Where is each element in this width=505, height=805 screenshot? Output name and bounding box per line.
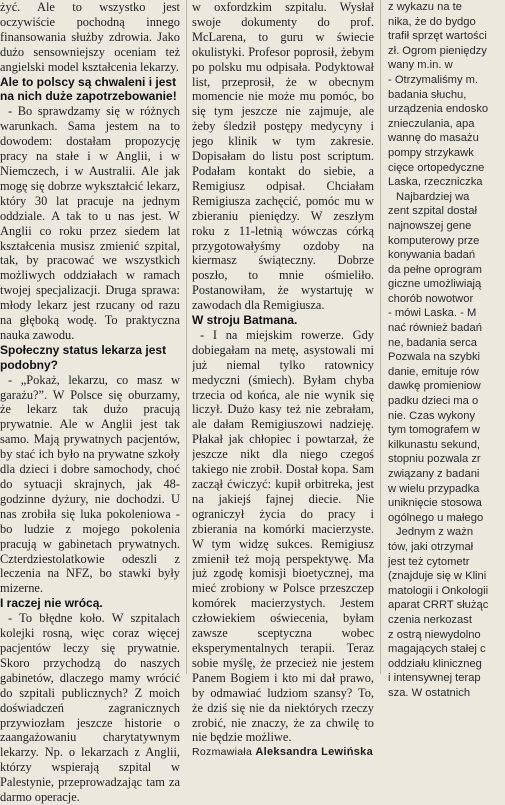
truncated-text-line: matologii i Onkologii <box>388 584 489 597</box>
truncated-text-line: Jednym z ważn <box>396 526 474 539</box>
truncated-text-line: padku dzieci ma o <box>388 395 479 408</box>
byline <box>192 745 374 760</box>
column-divider <box>380 0 381 674</box>
truncated-text-line: i intensywnej terap <box>388 672 481 685</box>
body-paragraph: - I na miejskim rowerze. Gdy dobiegałam na metę, asystowali mi już niemal tylko ratownicy medyczni (śmiech). Byłam chyba trzecia od końca, ale nie wynik się liczył. Dużo kasy też nie zebrałam, ale dałam Remigiuszowi nadzieję. Płakał jak chłopiec i powtarzał, że jeszcze nikt dla niego czegoś takiego nie zrobił. Dostał kopa. Sam zaczął ćwiczyć: kupił orbitreka, jest na jakiejś fajnej diecie. Nie ograniczył życia do pracy i zbierania na komórki macierzyste. W tym widzę sukces. Remigiusz zmienił też moją perspektywę. Ma już zgodę komisji bioetycznej, ma mieć zrobiony w Polsce przeszczep komórek macierzystych. Jestem człowiekiem oświecenia, byłam zawsze sceptyczna wobec eksperymentalnych terapii. Teraz sobie myślę, że przecież nie jestem Panem Bogiem i kto mi dał prawo, by odmawiać ludziom szansy? To, że dziś się nie da niektórych rzeczy zrobić, nie znaczy, że za chwilę to nie będzie możliwe. <box>192 327 374 745</box>
truncated-text-line: z ostrą niewydolno <box>388 628 481 641</box>
body-paragraph: żyć. Ale to wszystko jest oczywiście pochodną innego finansowania służby zdrowia. Jako dużo sensowniejszy oceniam też angielski model kształcenia lekarzy. <box>0 0 180 74</box>
truncated-text-line: danie, emituje rów <box>388 365 479 378</box>
body-paragraph: - Bo sprawdzamy się w różnych warunkach. Sama jestem na to dowodem: dostałam propozycję pracy na stałe i w Anglii, i w Niemczech, i w Australii. Ale jak mogę się dobrze wykształcić lekarz, który 30 lat pracuje na jednym oddziale. A tak to u nas jest. W Anglii co roku przez siedem lat kształcenia musisz zmienić szpital, tak, by pracować we wszystkich możliwych oddziałach w ramach twojej specjalizacji. Druga sprawa: młody lekarz jest rzucany od razu na głęboką wodę. To praktyczna nauka zawodu. <box>0 104 180 342</box>
truncated-text-line: komputerowy prze <box>388 234 480 247</box>
truncated-text-line: nać również badań <box>388 322 482 335</box>
truncated-text-line: z wykazu na te <box>388 1 462 13</box>
truncated-text-line: cięce ortopedyczne <box>388 161 485 174</box>
article-column-middle <box>192 0 374 760</box>
truncated-text-line: konywania badań <box>388 249 476 262</box>
truncated-text-line: związany z badani <box>388 468 480 480</box>
truncated-text-line: zł. Ogrom pieniędzy <box>388 44 487 57</box>
truncated-text-line: wannę do masażu <box>388 132 479 145</box>
truncated-text-line: ogólnego u małego <box>388 511 484 524</box>
truncated-text-line: zent szpital dostał <box>388 205 477 218</box>
truncated-text-line: w wielu przypadka <box>388 482 480 495</box>
truncated-text-line: da pełne oprogram <box>388 263 482 276</box>
truncated-text-line: dawkę promieniow <box>388 380 481 393</box>
truncated-text-line: tów, jaki otrzymał <box>388 540 474 553</box>
truncated-text-line: Pozwala na szybki <box>388 351 481 364</box>
truncated-text-line: chorób nowotwor <box>388 292 474 305</box>
truncated-text-line: stopniu pozwala zr <box>388 453 481 466</box>
truncated-text-line: Najbardziej wa <box>396 190 470 203</box>
truncated-text-line: nie. Czas wykony <box>388 409 476 422</box>
column-divider <box>186 0 187 674</box>
truncated-text-line: znieczulania, apa <box>388 117 475 130</box>
truncated-text-line: badania słuchu, <box>388 88 467 101</box>
truncated-text-line: wany m.in. w <box>388 59 453 72</box>
truncated-text-line: czenia nerkozast <box>388 613 472 626</box>
truncated-text-line: magających stałej c <box>388 643 486 656</box>
truncated-text-line: oddziału kliniczneg <box>388 657 482 670</box>
interview-question: I raczej nie wrócą. <box>0 596 103 611</box>
truncated-text-line: aparat CRRT służąc <box>388 599 489 612</box>
truncated-text-line: Laska, rzeczniczka <box>388 176 483 189</box>
truncated-text-line: trafił sprzęt wartości <box>388 30 487 43</box>
body-paragraph: w oxfordzkim szpitalu. Wysłał swoje dokumenty do prof. McLarena, to guru w świecie okulistyki. Profesor poprosił, żebym po polsku mu odpisała. Podyktował list, przeprosił, że w obecnym momencie nie może mu pomóc, bo się tym jeszcze nie zajmuje, ale żeby śledził postępy medycyny i jego klinik w tym zakresie. Dopisałam do listu post scriptum. Podałam kontakt do siebie, a Remigiusz odpisał. Chciałam Remigiusza zachęcić, pomóc mu w zbieraniu pieniędzy. W zeszłym roku z 11-letnią wówczas córką przygotowałyśmy ozdoby na kiermasz świąteczny. Dobrze poszło, to mnie ośmieliło. Postanowiłam, że wystartuję w zawodach dla Remigiusza. <box>192 0 374 313</box>
truncated-text-line: giczne umożliwiają <box>388 278 482 291</box>
truncated-text-line: tym tomografem w <box>388 424 481 437</box>
truncated-text-line: jest też cytometr <box>388 555 470 568</box>
byline-prefix: Rozmawiała <box>192 746 256 759</box>
body-paragraph: - „Pokaż, lekarzu, co masz w garażu?”. W Polsce się oburzamy, że lekarz tak dużo pracują prywatnie. Ale w Anglii jest tak samo. Mają prywatnych pacjentów, by stać ich było na prywatne szkoły dla dzieci i dobre samochody, choć do sytuacji skrajnych, jak 48-godzinne dyżury, nie dochodzi. U nas zrobiła się luka pokoleniowa - bo ludzie z mojego pokolenia pracują w gabinetach prywatnych. Czterdziestolatkowie odeszli z leczenia na NFZ, bo stawki były mizerne. <box>0 372 180 596</box>
interview-question: W stroju Batmana. <box>192 313 298 328</box>
truncated-text-line: - mówi Laska. - M <box>388 307 477 320</box>
author-name: Aleksandra Lewińska <box>255 746 373 759</box>
truncated-text-line: (znajduje się w Klini <box>388 570 487 583</box>
adjacent-article-column <box>388 0 505 701</box>
truncated-text-line: uniknięcie stosowa <box>388 497 482 510</box>
truncated-text-line: pompy strzykawk <box>388 146 474 159</box>
interview-question: Ale to polscy są chwaleni i jest na nich duże zapotrzebowanie! <box>0 74 177 104</box>
article-column-left <box>0 0 180 805</box>
truncated-text-line: kilkunastu sekund, <box>388 438 481 451</box>
truncated-text-line: nika, że do bydgo <box>388 15 476 28</box>
truncated-text-line: sza. W ostatnich <box>388 686 471 699</box>
truncated-text-line: ne, badania serca <box>388 336 477 349</box>
truncated-text-line: - Otrzymaliśmy m. <box>388 73 479 86</box>
truncated-text-line: najnowszej gene <box>388 219 472 232</box>
body-paragraph: - To błędne koło. W szpitalach kolejki rosną, więc coraz więcej pacjentów leczy się prywatnie. Skoro przychodzą do naszych gabinetów, dlaczego mamy wrócić do szpitali publicznych? Z moich doświadczeń zagranicznych przywiozłam jeszcze historie o zaangażowaniu charytatywnym lekarzy. Np. o lekarzach z Anglii, którzy wspierają szpital w Palestynie, przeprowadzając tam za darmo operacje. <box>0 611 180 805</box>
truncated-text-line: urządzenia endosko <box>388 103 489 116</box>
interview-question: Społeczny status lekarza jest podobny? <box>0 342 167 372</box>
